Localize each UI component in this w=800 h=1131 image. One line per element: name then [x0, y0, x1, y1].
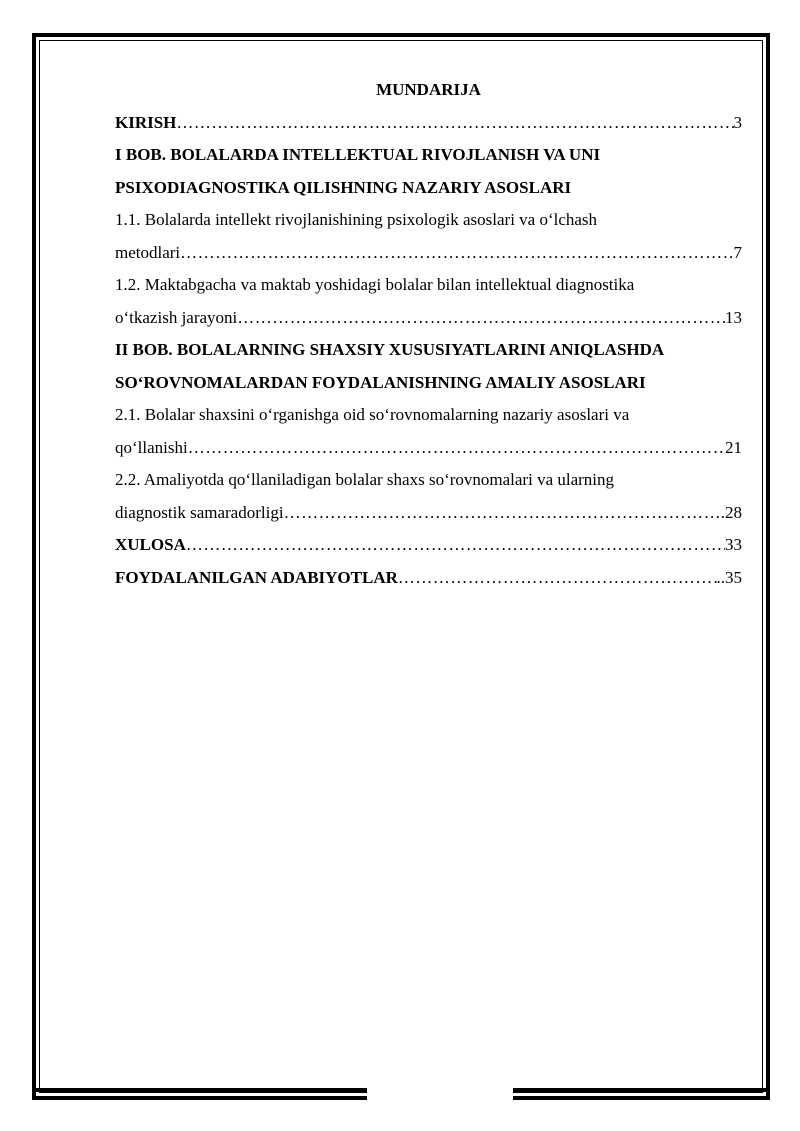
toc-entry-adabiyotlar[interactable] — [115, 562, 742, 595]
toc-entry-label: XULOSA — [115, 535, 186, 554]
toc-entry-label: PSIXODIAGNOSTIKA QILISHNING NAZARIY ASOSLARI — [115, 177, 572, 197]
toc-entry-xulosa[interactable] — [115, 529, 742, 562]
toc-title: MUNDARIJA — [376, 80, 481, 99]
toc-section-1-1-line-1[interactable] — [115, 204, 742, 237]
toc-page-number: 13 — [725, 307, 742, 327]
toc-entry-label: SO‘ROVNOMALARDAN FOYDALANISHNING AMALIY ASOSLARI — [115, 372, 646, 392]
dot-leader — [398, 562, 717, 595]
toc-entry-label: FOYDALANILGAN ADABIYOTLAR — [115, 567, 398, 587]
toc-entry-label: KIRISH — [115, 112, 177, 132]
toc-page-number: 3 — [733, 112, 742, 132]
dot-leader — [176, 107, 733, 140]
toc-entry-label: diagnostik samaradorligi — [115, 502, 284, 522]
toc-chapter-1-line-2[interactable] — [115, 172, 742, 205]
border-gap — [367, 1086, 513, 1104]
dot-leader — [186, 529, 725, 562]
dot-leader — [237, 302, 725, 335]
dot-leader — [180, 237, 733, 270]
toc-page-number: .28 — [720, 502, 742, 522]
toc-entry-label: o‘tkazish jarayoni — [115, 307, 238, 327]
toc-entry-label: 1.2. Maktabgacha va maktab yoshidagi bolalar bilan intellektual diagnostika — [115, 275, 635, 294]
dot-leader — [284, 497, 721, 530]
toc-entry-label: 1.1. Bolalarda intellekt rivojlanishining psixologik asoslari va o‘lchash — [115, 210, 598, 229]
bottom-border-left — [32, 1088, 367, 1100]
toc-page-number: 7 — [733, 242, 742, 262]
toc-chapter-2-line-1[interactable] — [115, 334, 742, 367]
toc-entry-label: II BOB. BOLALARNING SHAXSIY XUSUSIYATLARINI ANIQLASHDA — [115, 340, 665, 359]
toc-chapter-2-line-2[interactable] — [115, 367, 742, 400]
toc-section-2-2-line-1[interactable] — [115, 464, 742, 497]
toc-chapter-1-line-1[interactable] — [115, 139, 742, 172]
toc-section-2-1-line-1[interactable] — [115, 399, 742, 432]
toc-entry-label: 2.2. Amaliyotda qo‘llaniladigan bolalar shaxs so‘rovnomalari va ularning — [115, 470, 615, 489]
dot-leader — [188, 432, 725, 465]
toc-section-2-2-line-2[interactable] — [115, 497, 742, 530]
table-of-contents — [115, 74, 742, 594]
toc-page-number: 33 — [725, 535, 742, 554]
toc-section-1-1-line-2[interactable] — [115, 237, 742, 270]
bottom-border-right — [513, 1088, 770, 1100]
toc-section-2-1-line-2[interactable] — [115, 432, 742, 465]
toc-entry-kirish[interactable] — [115, 107, 742, 140]
toc-section-1-2-line-2[interactable] — [115, 302, 742, 335]
toc-entry-label: 2.1. Bolalar shaxsini o‘rganishga oid so‘rovnomalarning nazariy asoslari va — [115, 405, 630, 424]
toc-page-number: 21 — [725, 437, 742, 457]
toc-entry-label: I BOB. BOLALARDA INTELLEKTUAL RIVOJLANISH VA UNI — [115, 145, 601, 164]
toc-entry-label: metodlari — [115, 242, 181, 262]
toc-entry-label: qo‘llanishi — [115, 437, 188, 457]
toc-section-1-2-line-1[interactable] — [115, 269, 742, 302]
toc-page-number: ..35 — [716, 567, 742, 587]
